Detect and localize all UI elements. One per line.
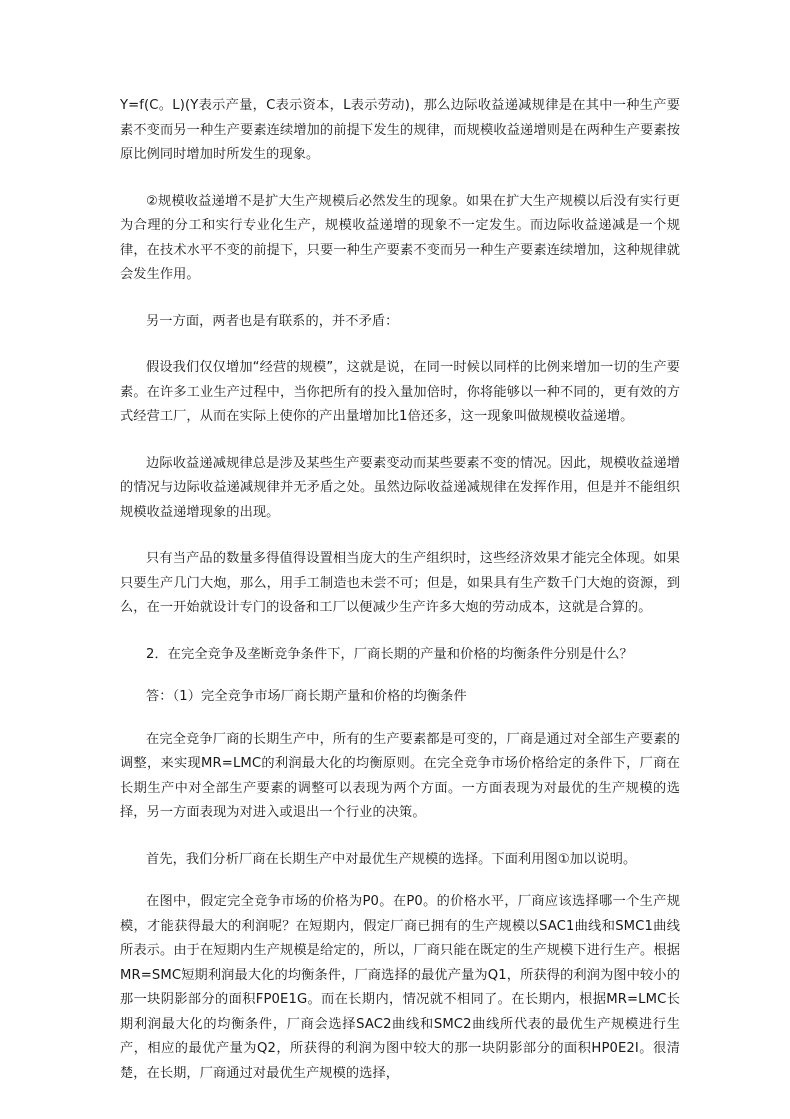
paragraph-2: ②规模收益递增不是扩大生产规模后必然发生的现象。如果在扩大生产规模以后没有实行更为合理的分工和实行专业化生产，规模收益递增的现象不一定发生。而边际收益递减是一个规律，在技术水平不变的前提下，只要一种生产要素不变而另一种生产要素连续增加，这种规律就会发生作用。 (120, 193, 680, 282)
paragraph-3: 另一方面，两者也是有联系的，并不矛盾： (146, 313, 399, 329)
paragraph-11: 在图中，假定完全竞争市场的价格为P0。在P0。的价格水平，厂商应该选择哪一个生产规模，才能获得最大的利润呢？在短期内，假定厂商已拥有的生产规模以SAC1曲线和SMC1曲线所表示。由于在短期内生产规模是给定的，所以，厂商只能在既定的生产规模下进行生产。根据MR=SMC短期利润最大化的均衡条件，厂商选择的最优产量为Q1，所获得的利润为图中较小的那一块阴影部分的面积FP0E1G。而在长期内，情况就不相同了。在长期内，根据MR=LMC长期利润最大化的均衡条件，厂商会选择SAC2曲线和SMC2曲线所代表的最优生产规模进行生产，相应的最优产量为Q2，所获得的利润为图中较大的那一块阴影部分的面积HP0E2I。很清楚，在长期，厂商通过对最优生产规模的选择， (120, 894, 680, 1081)
paragraph-10: 首先，我们分析厂商在长期生产中对最优生产规模的选择。下面利用图①加以说明。 (146, 851, 637, 867)
answer-heading: 答：（1）完全竞争市场厂商长期产量和价格的均衡条件 (146, 689, 467, 704)
paragraph-4: 假设我们仅仅增加“经营的规模”，这就是说，在同一时候以同样的比例来增加一切的生产要素。在许多工业生产过程中，当你把所有的投入量加倍时，你将能够以一种不同的，更有效的方式经营工厂，从而在实际上使你的产出量增加比1倍还多，这一现象叫做规模收益递增。 (120, 360, 680, 424)
question-heading: 2．在完全竞争及垄断竞争条件下，厂商长期的产量和价格的均衡条件分别是什么？ (146, 646, 633, 662)
document-body (120, 94, 680, 1108)
paragraph-5: 边际收益递减规律总是涉及某些生产要素变动而某些要素不变的情况。因此，规模收益递增的情况与边际收益递减规律并无矛盾之处。虽然边际收益递减规律在发挥作用，但是并不能组织规模收益递增现象的出现。 (120, 455, 680, 520)
paragraph-9: 在完全竞争厂商的长期生产中，所有的生产要素都是可变的，厂商是通过对全部生产要素的调整，来实现MR=LMC的利润最大化的均衡原则。在完全竞争市场价格给定的条件下，厂商在长期生产中对全部生产要素的调整可以表现为两个方面。一方面表现为对最优的生产规模的选择，另一方面表现为对进入或退出一个行业的决策。 (120, 731, 680, 820)
paragraph-1: Y=f(C。L)(Y表示产量，C表示资本，L表示劳动)，那么边际收益递减规律是在其中一种生产要素不变而另一种生产要素连续增加的前提下发生的规律，而规模收益递增则是在两种生产要素按原比例同时增加时所发生的现象。 (120, 98, 680, 162)
paragraph-6: 只有当产品的数量多得值得设置相当庞大的生产组织时，这些经济效果才能完全体现。如果只要生产几门大炮，那么，用手工制造也未尝不可；但是，如果具有生产数千门大炮的资源，到么，在一开始就设计专门的设备和工厂以便减少生产许多大炮的劳动成本，这就是合算的。 (120, 551, 680, 615)
